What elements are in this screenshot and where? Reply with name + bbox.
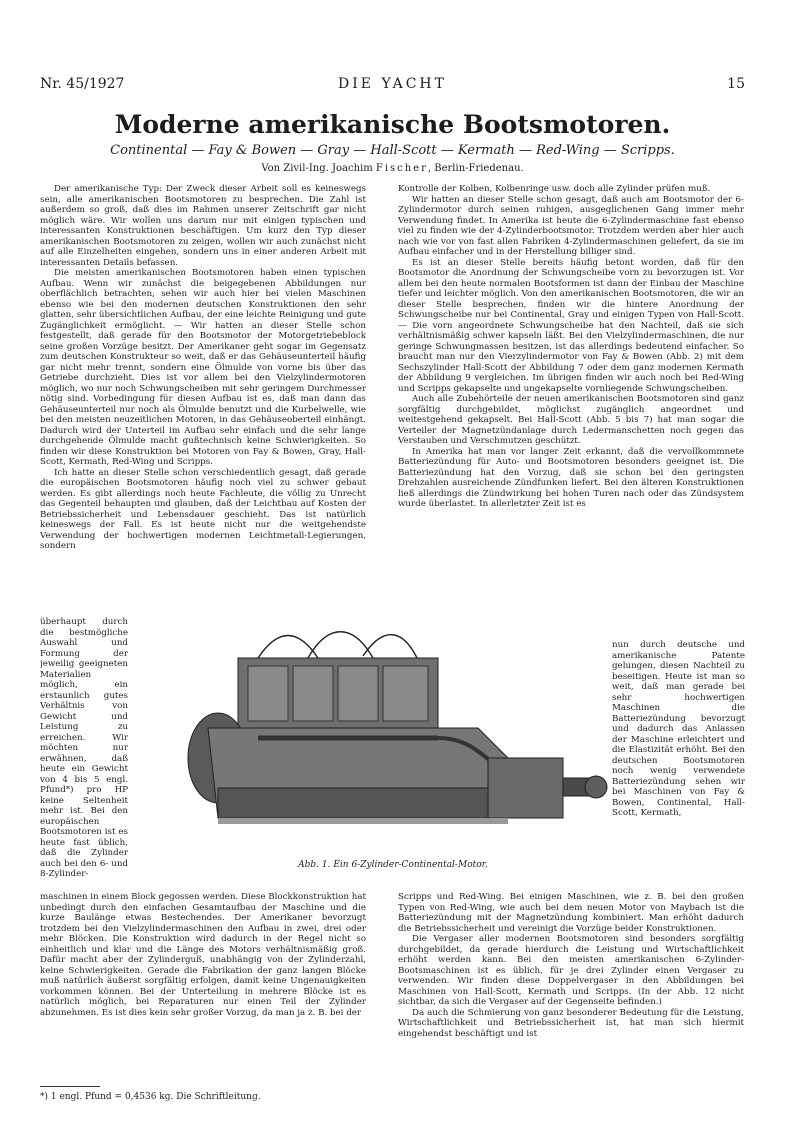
paragraph: maschinen in einem Block gegossen werden. Diese Blockkonstruktion hat unbedingt durch den einfachen Gesamtaufbau der Maschine und die kurze Baulänge etwas Bestechendes. Der Amerikaner bevorzugt trotzdem bei den Vielzylindermaschinen den Aufbau in zwei, drei oder mehr Blöcken. Die Konstruktion wird dadurch in der Regel nicht so einheitlich und klar und die Länge des Motors verhältnismäßig groß. Dafür macht aber der Zylinderguß, unabhängig von der Zylinderzahl, keine Schwierigkeiten. Gerade die Fabrikation der ganz langen Blöcke muß natürlich äußerst sorgfältig erfolgen, damit keine Ungenauigkeiten vorkommen können. Bei der Unterteilung in mehrere Blöcke ist es natürlich möglich, bei Reparaturen nur einen Teil der Zylinder abzunehmen. Es ist dies kein sehr großer Vorzug, da man ja z. B. bei der xyxy=(40,892,366,1018)
paragraph: nun durch deutsche und amerikanische Patente gelungen, diesen Nachteil zu beseitigen. Heute ist man so weit, daß man gerade bei sehr hochwertigen Maschinen die Batteriezündung bevorzugt und dadurch das Anlassen der Maschine erleichtert und die Elastizität erhöht. Bei den deutschen Bootsmotoren noch wenig verwendete Batteriezündung sehen wir bei Maschinen von Fay & Bowen, Continental, Hall-Scott, Kermath, xyxy=(612,640,745,818)
engine-photo xyxy=(178,618,608,858)
paragraph: Der amerikanische Typ: Der Zweck dieser Arbeit soll es keineswegs sein, alle amerikanischen Bootsmotoren zu besprechen. Die Zahl ist außerdem so groß, daß dies im Rahmen unserer Zeitschrift gar nicht möglich wäre. Wir wollen uns darum nur mit einigen typischen und interessanten Konstruktionen beschäftigen. Um kurz den Typ dieser amerikanischen Bootsmotoren zu zeigen, wollen wir auch zunächst nicht auf alle Einzelheiten eingehen, sondern uns in einer anderen Arbeit mit interessanten Details befassen. xyxy=(40,184,366,268)
journal-title: DIE YACHT xyxy=(338,76,447,92)
paragraph: Kontrolle der Kolben, Kolbenringe usw. doch alle Zylinder prüfen muß. xyxy=(398,184,711,194)
byline-prefix: Von Zivil-Ing. Joachim xyxy=(261,163,376,174)
paragraph: Die Vergaser aller modernen Bootsmotoren sind besonders sorgfältig durchgebildet, da gerade hierdurch die Leistung und Wirtschaftlichkeit erhöht werden kann. Bei den meisten amerikanischen 6-Zylinder-Bootsmaschinen ist es üblich, für je drei Zylinder einen Vergaser zu verwenden. Wir finden diese Doppelvergaser in den Abbildungen bei Maschinen von Hall-Scott, Kermath und Scripps. (In der Abb. 12 nicht sichtbar, da sich die Vergaser auf der Gegenseite befinden.) xyxy=(398,934,744,1007)
left-column-top xyxy=(40,184,366,616)
byline-suffix: , Berlin-Friedenau. xyxy=(427,163,524,174)
page-number: 15 xyxy=(727,76,745,92)
paragraph: Es ist an dieser Stelle bereits häufig betont worden, daß für den Bootsmotor die Anordnung der Schwungscheibe vorn zu bevorzugen ist. Vor allem bei den heute normalen Bootsformen ist dann der Einbau der Maschine tiefer und leichter möglich. Von den amerikanischen Bootsmotoren, die wir an dieser Stelle besprechen, finden wir die hintere Anordnung der Schwungscheibe nur bei Continental, Gray und einigen Typen von Hall-Scott. — Die vorn angeordnete Schwungscheibe hat den Nachteil, daß sie sich verhältnismäßig schwer kapseln läßt. Bei den Vielzylindermaschinen, die nur geringe Schwungmassen besitzen, ist das allerdings bedeutend einfacher. So braucht man nur den Vierzylindermotor von Fay & Bowen (Abb. 2) mit dem Sechszylinder Hall-Scott der Abbildung 7 oder dem ganz modernen Kermath der Abbildung 9 vergleichen. Im übrigen finden wir auch noch bei Red-Wing und Scripps gekapselte und ungekapselte vornliegende Schwungscheiben. xyxy=(398,257,744,394)
paragraph: überhaupt durch die bestmögliche Auswahl und Formung der jeweilig geeigneten Materialien möglich, ein erstaunlich gutes Verhältnis von Gewicht und Leistung zu erreichen. Wir möchten nur erwähnen, daß heute ein Gewicht von 4 bis 5 engl. Pfund*) pro HP keine Seltenheit mehr ist. Bei den europäischen Bootsmotoren ist es heute fast üblich, daß die Zylinder auch bei den 6- und 8-Zylinder- xyxy=(40,617,128,879)
figure-caption: Abb. 1. Ein 6-Zylinder-Continental-Motor. xyxy=(298,860,488,870)
author-name: Fischer xyxy=(375,163,428,174)
right-column-bottom xyxy=(398,892,744,1092)
paragraph: In Amerika hat man vor langer Zeit erkannt, daß die vervollkommnete Batteriezündung für Auto- und Bootsmotoren besonders geeignet ist. Die Batteriezündung hat den Vorzug, daß sie schon bei den geringsten Drehzahlen ausreichende Zündfunken liefert. Bei den älteren Konstruktionen ließ allerdings die Zündwirkung bei hohen Turen nach oder das Zündsystem wurde überlastet. In allerletzter Zeit ist es xyxy=(398,446,744,509)
left-column-bottom xyxy=(40,892,366,1092)
paragraph: Ich hatte an dieser Stelle schon verschiedentlich gesagt, daß gerade die europäischen Bootsmotoren häufig noch viel zu schwer gebaut werden. Es gibt allerdings noch heute Fachleute, die völlig zu Unrecht das Gegenteil behaupten und glauben, daß der Leichtbau auf Kosten der Betriebssicherheit und Lebensdauer geschieht. Das ist natürlich keineswegs der Fall. Es ist heute nicht nur die weitgehendste Verwendung der hochwertigen modernen Leichtmetall-Legierungen, sondern xyxy=(40,467,366,551)
footnote: *) 1 engl. Pfund = 0,4536 kg. Die Schriftleitung. xyxy=(40,1092,261,1102)
paragraph: Auch alle Zubehörteile der neuen amerikanischen Bootsmotoren sind ganz sorgfältig durchgebildet, möglichst zugänglich angeordnet und weitestgehend gekapselt. Bei Hall-Scott (Abb. 5 bis 7) hat man sogar die Verteiler der Magnetzündanlage durch Ledermanschetten noch gegen das Verstauben und Verschmutzen geschützt. xyxy=(398,394,744,446)
engine-illustration xyxy=(178,618,608,858)
right-column-top xyxy=(398,184,744,638)
issue-number: Nr. 45/1927 xyxy=(40,76,125,92)
paragraph: Die meisten amerikanischen Bootsmotoren haben einen typischen Aufbau. Wenn wir zunächst die beigegebenen Abbildungen nur oberflächlich betrachten, sehen wir auch hier bei vielen Maschinen ebenso wie bei den modernen deutschen Konstruktionen den sehr glatten, sehr übersichtlichen Aufbau, der eine leichte Reinigung und gute Zugänglichkeit ermöglicht. — Wir hatten an dieser Stelle schon festgestellt, daß gerade für den Bootsmotor der Motorgetriebeblock seine großen Vorzüge besitzt. Der Amerikaner geht sogar im Gegensatz zum deutschen Konstrukteur so weit, daß er das Gehäuseunterteil häufig gar nicht mehr trennt, sondern eine Ölmulde von vorne bis über das Getriebe durchzieht. Dies ist vor allem bei den Vielzylindermotoren möglich, wo nur noch Schwungscheiben mit sehr geringem Durchmesser nötig sind. Vorbedingung für diesen Aufbau ist es, daß man dann das Gehäuseunterteil nur noch als Ölmulde benutzt und die Kurbelwelle, wie bei den meisten neuzeitlichen Motoren, in das Gehäuseoberteil einhängt. Dadurch wird der Unterteil im Aufbau sehr einfach und die sehr lange durchgehende Ölmulde macht gußtechnisch keine Schwierigkeiten. So finden wir diese Konstruktion bei Motoren von Fay & Bowen, Gray, Hall-Scott, Kermath, Red-Wing und Scripps. xyxy=(40,268,366,467)
article-subtitle: Continental — Fay & Bowen — Gray — Hall-Scott — Kermath — Red-Wing — Scripps. xyxy=(110,143,675,158)
left-narrow-column xyxy=(40,617,128,892)
page-header xyxy=(40,76,745,96)
paragraph: Scripps und Red-Wing. Bei einigen Maschinen, wie z. B. bei den großen Typen von Red-Wing, wie auch bei dem neuen Motor von Maybach ist die Batteriezündung mit der Magnetzündung kombiniert. Man erhöht dadurch die Betriebssicherheit und vereinigt die Vorzüge beider Konstruktionen. xyxy=(398,892,744,934)
footnote-rule xyxy=(40,1086,100,1087)
paragraph: Da auch die Schmierung von ganz besonderer Bedeutung für die Leistung, Wirtschaftlichkeit und Betriebssicherheit ist, hat man sich hiermit eingehendst beschäftigt und ist xyxy=(398,1007,744,1039)
paragraph: Wir hatten an dieser Stelle schon gesagt, daß auch am Bootsmotor der 6-Zylindermotor durch seinen ruhigen, ausgeglichenen Gang immer mehr Verwendung findet. In Amerika ist heute die 6-Zylindermaschine fast ebenso viel zu finden wie der 4-Zylinderbootsmotor. Trotzdem werden aber hier auch nach wie vor von fast allen Fabriken 4-Zylindermaschinen geliefert, da sie im Aufbau einfacher und in der Herstellung billiger sind. xyxy=(398,194,744,257)
right-narrow-column xyxy=(612,640,745,890)
byline xyxy=(40,163,745,174)
article-title: Moderne amerikanische Bootsmotoren. xyxy=(114,110,671,139)
